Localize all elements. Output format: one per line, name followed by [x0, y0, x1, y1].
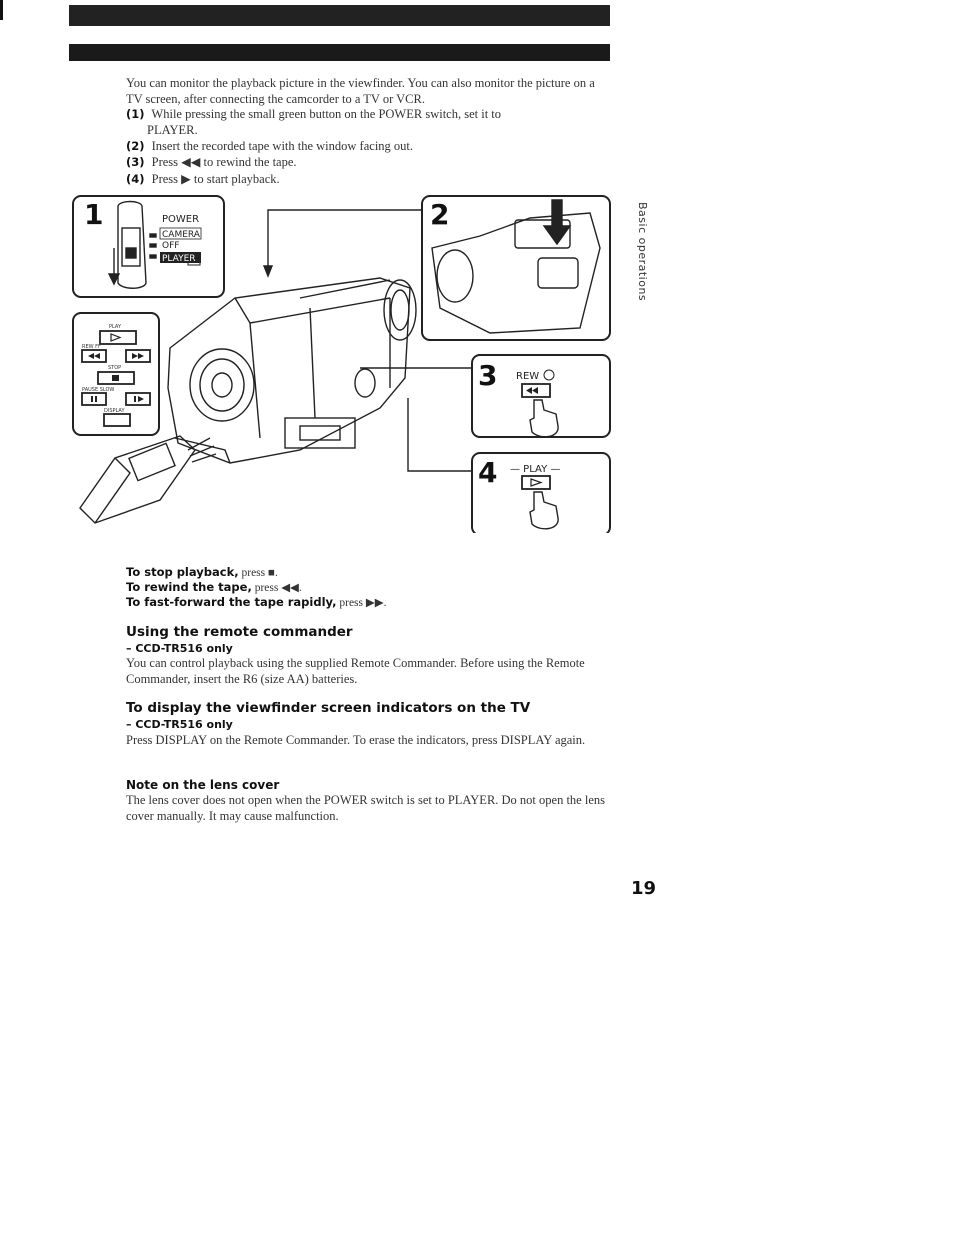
section-side-label: Basic operations	[636, 202, 649, 302]
step-4	[126, 172, 596, 188]
note-section-heading: Note on the lens cover	[126, 778, 280, 792]
box-2-number: 2	[430, 198, 450, 231]
step-number: (2)	[126, 139, 145, 153]
header-banner-bottom	[69, 44, 610, 61]
shortcut-stop	[126, 565, 278, 581]
shortcut-action: press ■.	[241, 567, 278, 579]
playback-illustration	[60, 188, 620, 533]
box-4-number: 4	[478, 456, 498, 489]
play-button	[522, 476, 550, 489]
step-number: (1)	[126, 107, 145, 121]
player-label: PLAYER	[162, 254, 196, 264]
step-3	[126, 155, 596, 171]
box-3-number: 3	[478, 359, 498, 392]
shortcut-rewind	[126, 580, 302, 596]
remote-pause-button	[82, 393, 106, 405]
shortcut-action: press ◀◀.	[254, 582, 302, 594]
display-section-heading: To display the viewfinder screen indicators on the TV	[126, 700, 531, 716]
rew-label: REW	[516, 371, 540, 382]
intro-text: You can monitor the playback picture in the viewfinder. You can also monitor the picture on a TV screen, after connecting the camcorder to a TV or VCR.	[126, 76, 595, 106]
step-number: (4)	[126, 172, 145, 186]
step-text: While pressing the small green button on the POWER switch, set it to	[151, 107, 502, 121]
shortcut-label: To rewind the tape,	[126, 580, 252, 594]
step-2	[126, 139, 596, 155]
note-section-text: The lens cover does not open when the POWER switch is set to PLAYER. Do not open the lens cover manually. It may cause malfunction.	[126, 793, 605, 823]
box-1-number: 1	[84, 198, 104, 231]
remote-stop-label: STOP	[108, 365, 122, 371]
shortcut-action: press ▶▶.	[339, 597, 387, 609]
shortcut-label: To fast-forward the tape rapidly,	[126, 595, 337, 609]
off-label: OFF	[162, 241, 180, 251]
remote-display-label: DISPLAY	[104, 408, 125, 414]
play-label: — PLAY —	[510, 464, 561, 475]
page-number: 19	[631, 878, 657, 899]
shortcut-label: To stop playback,	[126, 565, 239, 579]
remote-rew-ff-label: REW FF	[82, 344, 101, 350]
step-text: Press ◀◀ to rewind the tape.	[151, 155, 297, 169]
remote-pause-slow-label: PAUSE SLOW	[82, 387, 115, 393]
camera-label: CAMERA	[162, 230, 200, 240]
remote-play-button	[100, 331, 136, 344]
step-text: Press ▶ to start playback.	[151, 172, 280, 186]
remote-section-text: You can control playback using the supplied Remote Commander. Before using the Remote Commander, insert the R6 (size AA) batteries.	[126, 656, 585, 686]
header-banner-top	[69, 5, 610, 26]
remote-play-label: PLAY	[109, 324, 122, 330]
hand-icon-play	[530, 492, 558, 529]
shortcut-fast-forward	[126, 595, 386, 611]
step-text: Insert the recorded tape with the window facing out.	[151, 139, 414, 153]
cassette-compartment	[432, 213, 600, 333]
display-section-text: Press DISPLAY on the Remote Commander. To erase the indicators, press DISPLAY again.	[126, 733, 586, 747]
left-edge-mark	[0, 0, 3, 20]
display-section-subheading: – CCD-TR516 only	[126, 718, 233, 731]
hand-icon-rew	[530, 400, 558, 437]
step-number: (3)	[126, 155, 145, 169]
remote-section-subheading: – CCD-TR516 only	[126, 642, 233, 655]
step-1	[126, 107, 596, 138]
remote-display-button	[104, 414, 130, 426]
step-text-cont: PLAYER.	[147, 122, 198, 137]
remote-section-heading: Using the remote commander	[126, 624, 353, 640]
power-label: POWER	[162, 214, 200, 225]
